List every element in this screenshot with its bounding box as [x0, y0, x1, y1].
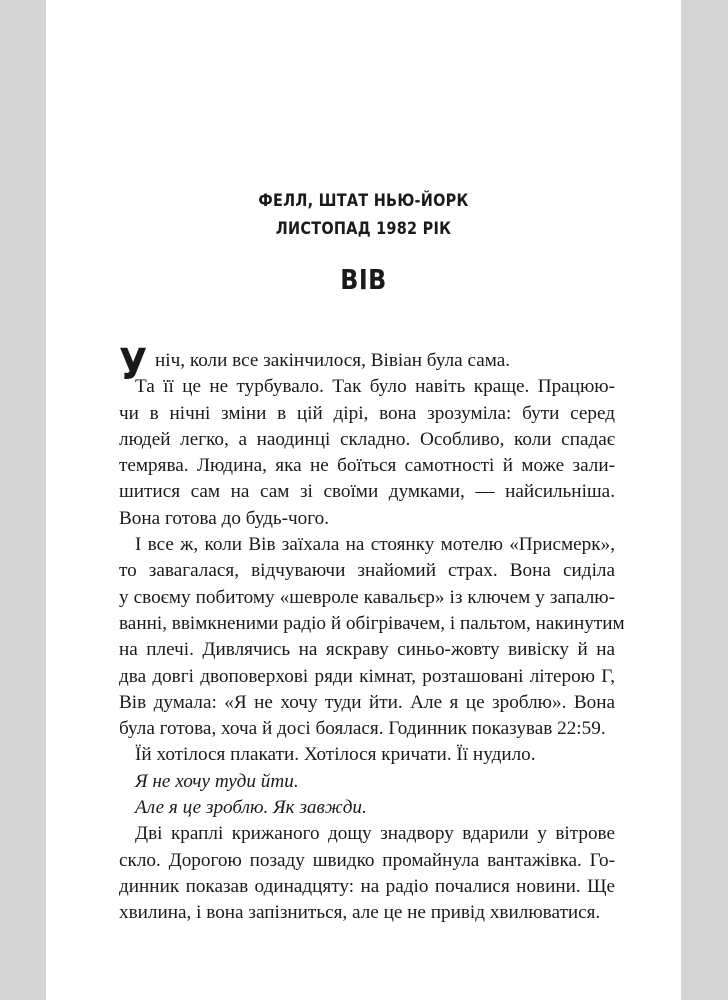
text-line: людей легко, а наодинці складно. Особливо, коли спадає: [119, 428, 615, 450]
text-line: шитися сам на сам зі своїми думками, — найсильніша.: [119, 481, 615, 503]
text-line: Вона готова до будь-чого.: [119, 507, 330, 529]
text-line: була готова, хоча й досі боялася. Годинник показував 22:59.: [119, 718, 606, 740]
text-line: темрява. Людина, яка не боїться самотності й може зали-: [119, 455, 615, 477]
text-line: хвилина, і вона запізниться, але це не привід хвилюватися.: [119, 902, 601, 924]
text-line: Та її це не турбувало. Так було навіть краще. Працюю-: [135, 376, 615, 398]
text-line: два довгі двоповерхові ряди кімнат, розташовані літерою Г,: [119, 665, 615, 687]
text-line: динник показав одинадцяту: на радіо почалися новини. Ще: [119, 875, 615, 897]
text-line: то завагалася, відчуваючи знайомий страх. Вона сиділа: [119, 560, 615, 582]
italic-line: Але я це зроблю. Як завжди.: [135, 797, 367, 819]
text-line: Вів думала: «Я не хочу туди йти. Але я це зроблю». Вона: [119, 691, 615, 713]
text-line: у своєму побитому «шевроле кавальєр» із ключем у запалю-: [119, 586, 615, 608]
text-line: на плечі. Дивлячись на яскраву синьо-жовту вивіску й на: [119, 639, 615, 661]
text-line: Їй хотілося плакати. Хотілося кричати. Її нудило.: [135, 744, 536, 766]
italic-line: Я не хочу туди йти.: [135, 770, 299, 792]
location-heading: ФЕЛЛ, ШТАТ НЬЮ-ЙОРК: [258, 191, 469, 211]
date-heading: ЛИСТОПАД 1982 РІК: [275, 219, 452, 239]
text-line: скло. Дорогою позаду швидко промайнула вантажівка. Го-: [119, 849, 615, 871]
text-line: ніч, коли все закінчилося, Вівіан була сама.: [155, 350, 511, 371]
text-line: І все ж, коли Вів заїхала на стоянку мотелю «Присмерк»,: [135, 534, 615, 556]
text-line: ванні, ввімкненими радіо й обігрівачем, і пальтом, накинутим: [119, 612, 625, 634]
body-text: [119, 348, 625, 927]
book-page: [46, 0, 681, 1000]
drop-cap: У: [119, 340, 148, 390]
text-line: Дві краплі крижаного дощу знадвору вдарили у вітрове: [135, 823, 615, 845]
chapter-title: ВІВ: [340, 263, 387, 296]
text-line: чи в нічні зміни в цій дірі, вона зрозуміла: бути серед: [119, 402, 615, 424]
